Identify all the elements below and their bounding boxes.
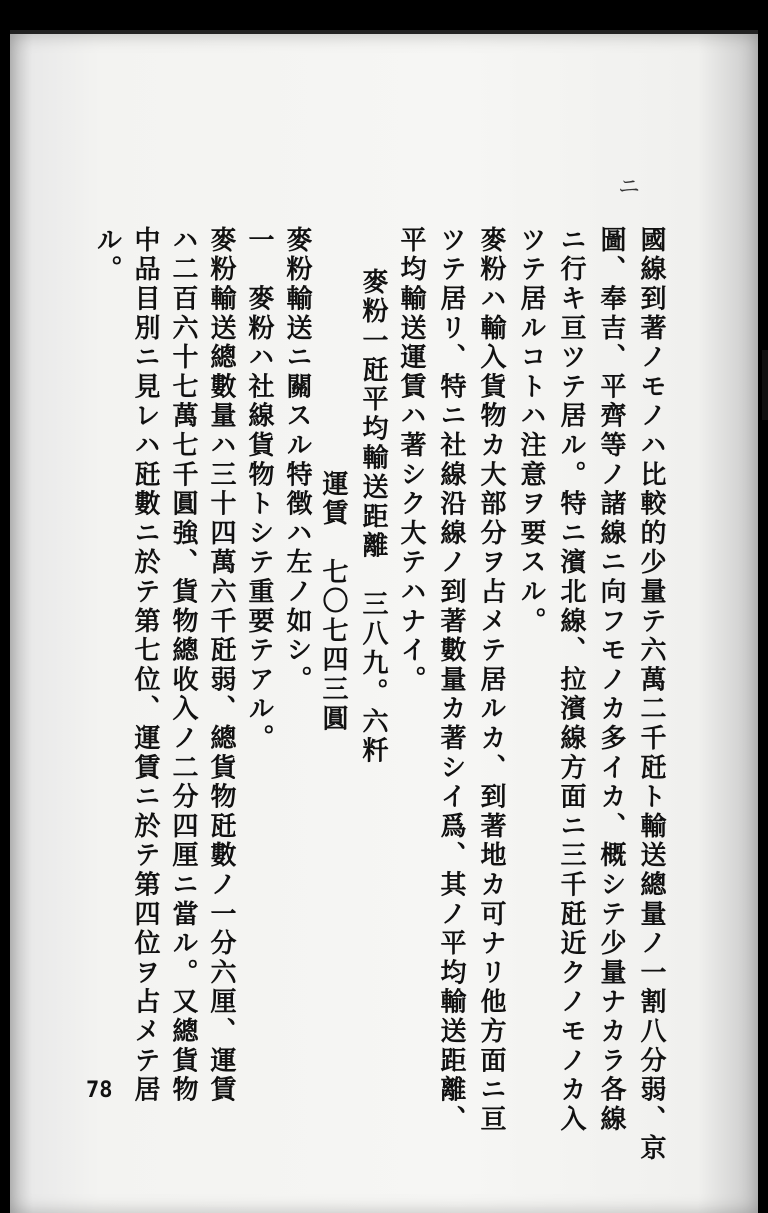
text-column-14: 中品目別ニ見レハ瓩數ニ於テ第七位、運賃ニ於テ第四位ヲ占メテ居 (130, 226, 160, 1105)
text-column-12: 麥粉輸送總數量ハ三十四萬六千瓩弱、總貨物瓩數ノ一分六厘、運賃 (206, 226, 236, 1105)
text-column-4: ツテ居ルコトハ注意ヲ要スル。 (516, 226, 546, 637)
text-column-9: 運賃 七〇七四三圓 (318, 470, 348, 734)
text-column-6: ツテ居リ、特ニ社線沿線ノ到著數量カ著シイ爲、其ノ平均輸送距離、 (436, 226, 466, 1135)
text-column-13: ハ二百六十七萬七千圓強、貨物總收入ノ二分四厘ニ當ル。又總貨物 (168, 226, 198, 1105)
text-column-3: ニ行キ亘ツテ居ル。特ニ濱北線、拉濱線方面ニ三千瓩近クノモノカ入 (556, 226, 586, 1135)
text-column-10: 麥粉輸送ニ關スル特徴ハ左ノ如シ。 (282, 226, 312, 695)
right-edge-shadow (762, 350, 768, 420)
text-column-8: 麥粉一瓩平均輸送距離 三八九。六粁 (358, 268, 388, 767)
text-column-2: 圖、奉吉、平齊等ノ諸線ニ向フモノカ多イカ、概シテ少量ナカラ各線 (596, 226, 626, 1135)
text-column-15: ル。 (92, 226, 122, 285)
page-number: 78 (86, 1078, 113, 1103)
text-column-5: 麥粉ハ輸入貨物カ大部分ヲ占メテ居ルカ、到著地カ可ナリ他方面ニ亘 (476, 226, 506, 1135)
text-column-1: 國線到著ノモノハ比較的少量テ六萬二千瓩ト輸送總量ノ一割八分弱、京 (636, 226, 666, 1164)
text-column-11: 一 麥粉ハ社線貨物トシテ重要テアル。 (244, 226, 274, 754)
corner-mark: ニ (618, 175, 641, 200)
text-column-7: 平均輸送運賃ハ著シク大テハナイ。 (396, 226, 426, 695)
right-edge-notch (760, 860, 768, 900)
